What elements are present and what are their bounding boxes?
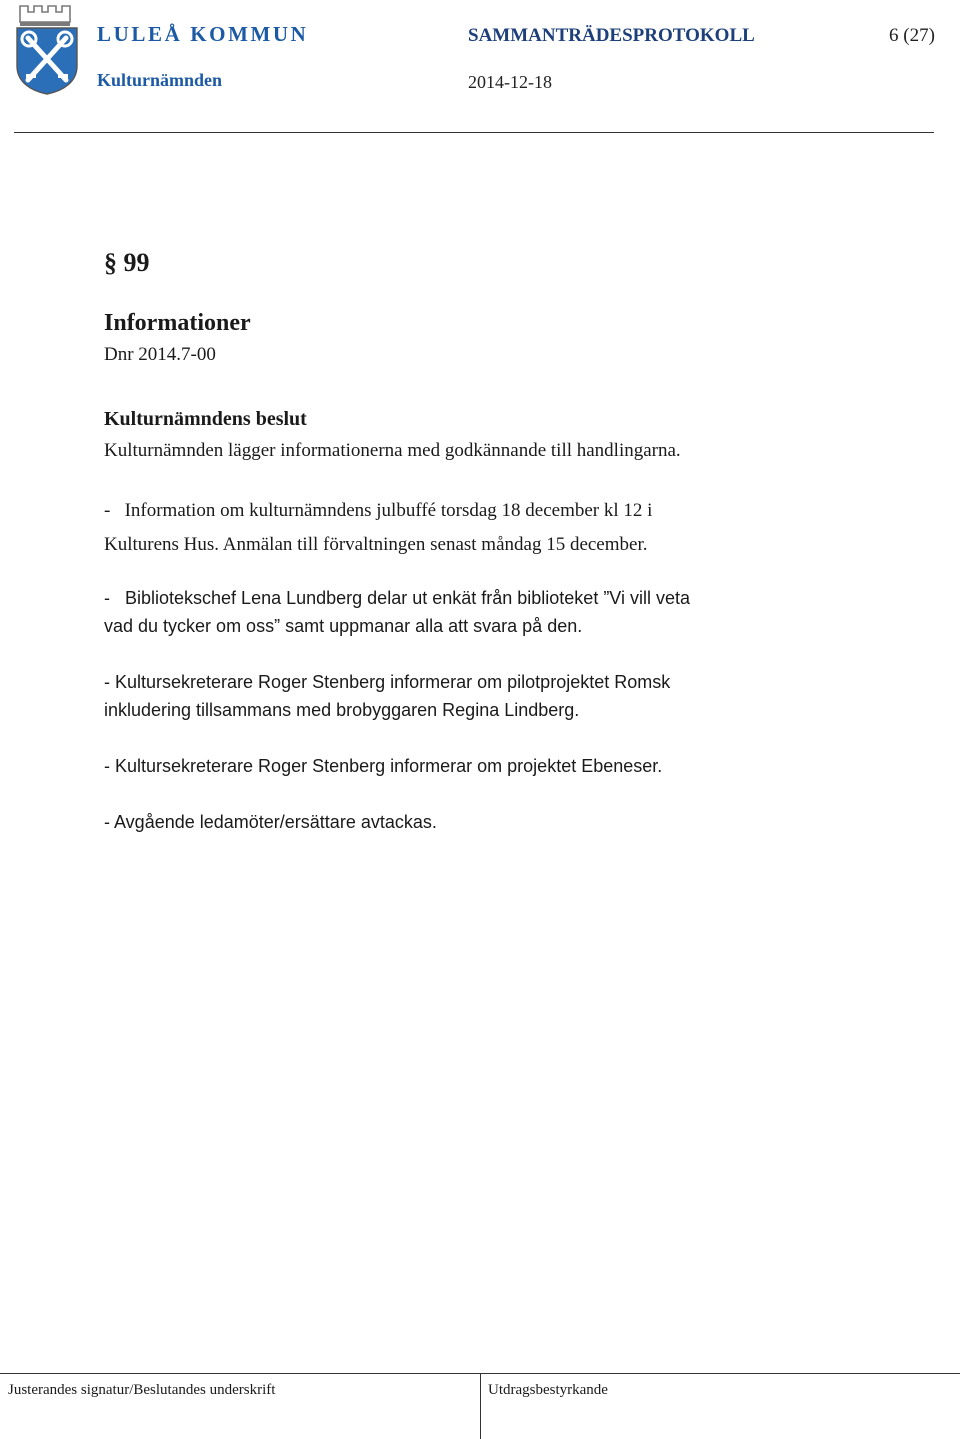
municipal-coat-of-arms-icon xyxy=(14,4,80,96)
extract-certification-label: Utdragsbestyrkande xyxy=(488,1382,608,1398)
document-type: SAMMANTRÄDESPROTOKOLL xyxy=(468,25,755,46)
footer-column-divider xyxy=(480,1373,481,1439)
info-item-line: - Information om kulturnämndens julbuffé torsdag 18 december kl 12 i xyxy=(104,500,653,521)
info-item-ebeneser xyxy=(104,752,662,780)
info-item-line: - Kultursekreterare Roger Stenberg informerar om pilotprojektet Romsk xyxy=(104,672,671,692)
info-item-line: - Avgående ledamöter/ersättare avtackas. xyxy=(104,812,437,832)
organization-name: LULEÅ KOMMUN xyxy=(97,22,309,46)
diary-number: Dnr 2014.7-00 xyxy=(104,344,216,365)
header-divider xyxy=(14,132,934,133)
section-number: § 99 xyxy=(104,248,150,277)
page-number: 6 (27) xyxy=(889,25,935,46)
info-item-line: Kulturens Hus. Anmälan till förvaltningen senast måndag 15 december. xyxy=(104,534,648,555)
section-title: Informationer xyxy=(104,310,251,336)
info-item-farewell xyxy=(104,808,437,836)
info-item-line: vad du tycker om oss” samt uppmanar alla att svara på den. xyxy=(104,616,583,636)
decision-text: Kulturnämnden lägger informationerna med godkännande till handlingarna. xyxy=(104,440,681,461)
info-item-survey xyxy=(104,584,690,640)
info-item-line: - Bibliotekschef Lena Lundberg delar ut enkät från biblioteket ”Vi vill veta xyxy=(104,588,691,608)
committee-name: Kulturnämnden xyxy=(97,70,223,90)
info-item-line: - Kultursekreterare Roger Stenberg informerar om projektet Ebeneser. xyxy=(104,756,663,776)
meeting-date: 2014-12-18 xyxy=(468,72,552,92)
decision-heading: Kulturnämndens beslut xyxy=(104,408,307,430)
info-item-line: inkludering tillsammans med brobyggaren Regina Lindberg. xyxy=(104,700,580,720)
info-item-julbuffe xyxy=(104,494,652,562)
signature-label: Justerandes signatur/Beslutandes underskrift xyxy=(8,1382,276,1398)
info-item-romsk xyxy=(104,668,670,724)
